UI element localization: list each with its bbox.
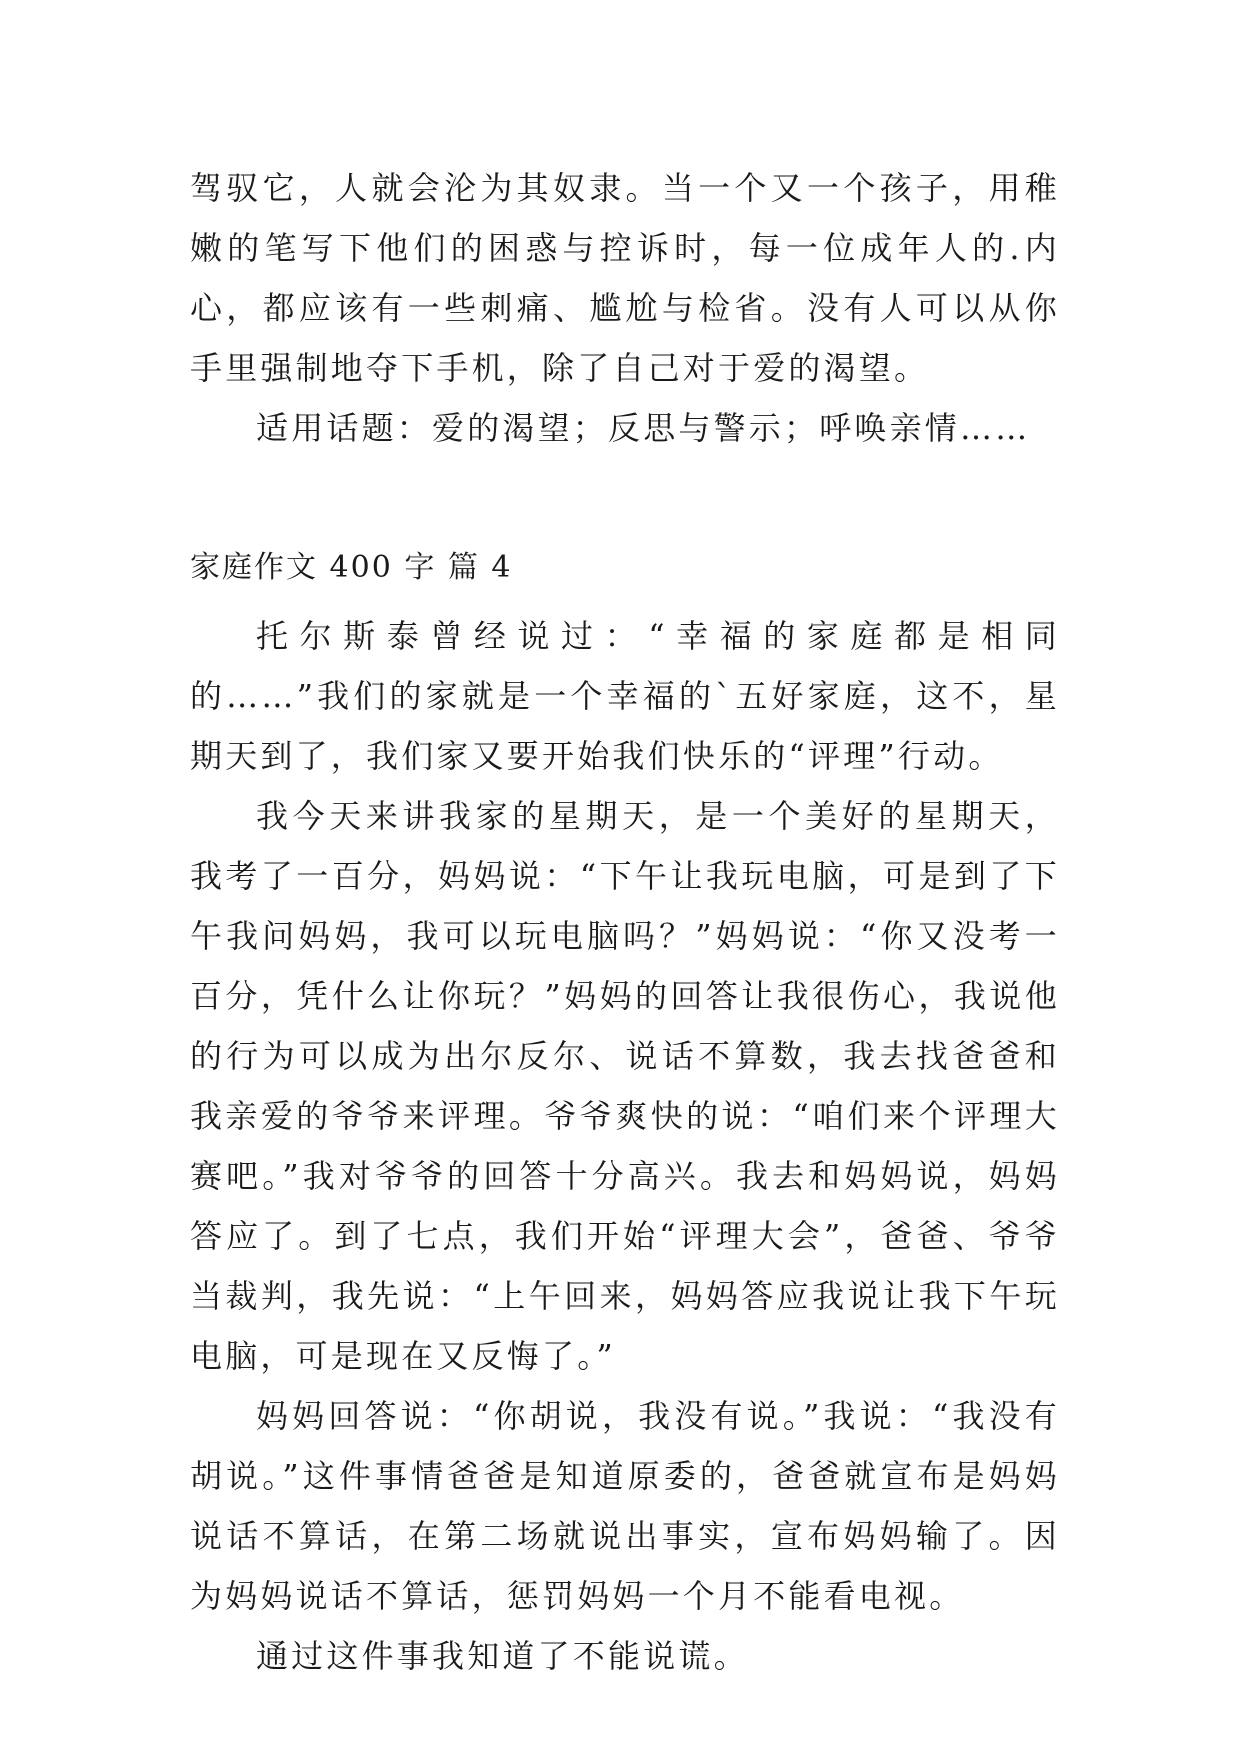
essay-paragraph: 通过这件事我知道了不能说谎。 — [256, 1637, 749, 1675]
essay-paragraph: 我今天来讲我家的星期天，是一个美好的星期天，我考了一百分，妈妈说：“下午让我玩电脑，可是到了下午我问妈妈，我可以玩电脑吗？”妈妈说：“你又没考一百分，凭什么让你玩？”妈妈的回答让我很伤心，我说他的行为可以成为出尔反尔、说话不算数，我去找爸爸和我亲爱的爷爷来评理。爷爷爽快的说：“咱们来个评理大赛吧。”我对爷爷的回答十分高兴。我去和妈妈说，妈妈答应了。到了七点，我们开始“评理大会”，爸爸、爷爷当裁判，我先说：“上午回来，妈妈答应我说让我下午玩电脑，可是现在又反悔了。” — [190, 797, 1060, 1375]
topics-paragraph: 适用话题：爱的渴望；反思与警示；呼唤亲情…… — [256, 409, 1031, 447]
essay-paragraph: 托尔斯泰曾经说过：“幸福的家庭都是相同的……”我们的家就是一个幸福的`五好家庭，这不，星期天到了，我们家又要开始我们快乐的“评理”行动。 — [190, 617, 1060, 775]
document-body — [190, 158, 1060, 1686]
heading-gap — [190, 598, 1060, 606]
essay-paragraph: 妈妈回答说：“你胡说，我没有说。”我说：“我没有胡说。”这件事情爸爸是知道原委的，爸爸就宣布是妈妈说话不算话，在第二场就说出事实，宣布妈妈输了。因为妈妈说话不算话，惩罚妈妈一个月不能看电视。 — [190, 1397, 1060, 1615]
section-gap — [190, 458, 1060, 538]
intro-paragraph: 驾驭它，人就会沦为其奴隶。当一个又一个孩子，用稚嫩的笔写下他们的困惑与控诉时，每一位成年人的.内心，都应该有一些刺痛、尴尬与检省。没有人可以从你手里强制地夺下手机，除了自己对于爱的渴望。 — [190, 169, 1060, 387]
section-heading: 家庭作文 400 字 篇 4 — [190, 550, 513, 585]
